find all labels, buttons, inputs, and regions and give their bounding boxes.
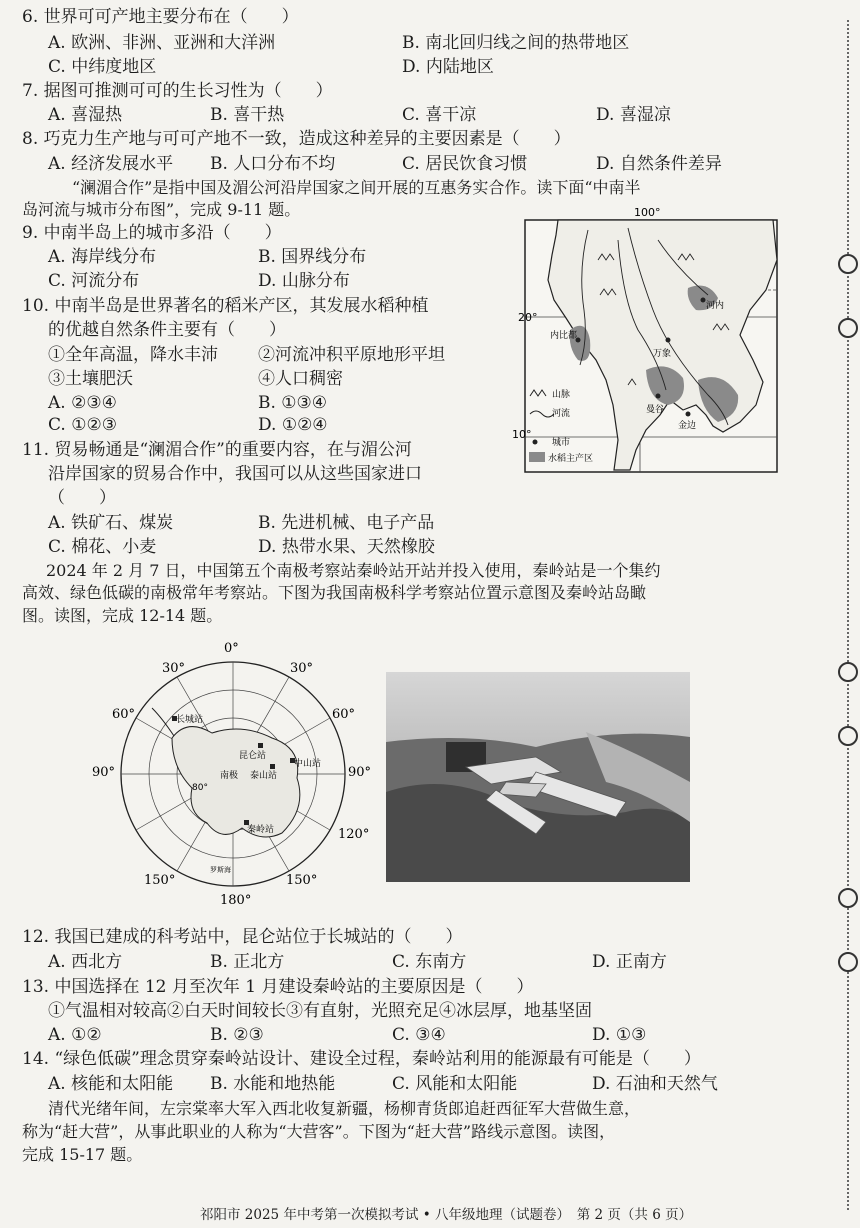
q7-option-d: D. 喜湿凉 <box>596 105 671 125</box>
q9-stem: 9. 中南半岛上的城市多沿（ ） <box>22 223 282 243</box>
map2-deg90l: 90° <box>92 765 116 780</box>
q13-option-a: A. ①② <box>48 1025 102 1045</box>
map1-lat20-label: 20° <box>518 311 538 324</box>
indochina-river-city-map <box>512 200 784 476</box>
q14-option-d: D. 石油和天然气 <box>592 1074 718 1094</box>
map2-deg80: 80° <box>192 783 208 793</box>
map1-city-jinbian: 金边 <box>678 421 697 431</box>
map2-zhongshan: 中山站 <box>294 759 322 769</box>
q7-option-b: B. 喜干热 <box>210 105 285 125</box>
q13-items: ①气温相对较高②白天时间较长③有直射，光照充足④冰层厚，地基坚固 <box>48 1001 592 1021</box>
map2-deg90r: 90° <box>348 765 372 780</box>
q13-option-d: D. ①③ <box>592 1025 647 1045</box>
q11-option-a: A. 铁矿石、煤炭 <box>48 513 174 533</box>
map1-legend-city: 城市 <box>552 438 571 448</box>
q9-option-b: B. 国界线分布 <box>258 247 367 267</box>
binding-hole <box>838 254 858 274</box>
q11-stem-line1: 11. 贸易畅通是“澜湄合作”的重要内容，在与湄公河 <box>22 440 412 460</box>
q8-option-a: A. 经济发展水平 <box>48 154 174 174</box>
q11-stem-line3: （ ） <box>48 488 116 508</box>
binding-hole <box>838 726 858 746</box>
binding-hole <box>838 318 858 338</box>
q6-option-b: B. 南北回归线之间的热带地区 <box>402 33 630 53</box>
q9-option-d: D. 山脉分布 <box>258 271 350 291</box>
q11-option-d: D. 热带水果、天然橡胶 <box>258 537 435 557</box>
q10-option-a: A. ②③④ <box>48 393 117 413</box>
map1-lon-label: 100° <box>634 206 661 219</box>
map2-changcheng: 长城站 <box>176 715 204 725</box>
q10-option-d: D. ①②④ <box>258 415 328 435</box>
intro-12-14-line1: 2024 年 2 月 7 日，中国第五个南极考察站秦岭站开站并投入使用，秦岭站是一个集约 <box>46 561 661 580</box>
q12-option-d: D. 正南方 <box>592 952 667 972</box>
map2-sea: 罗斯海 <box>210 866 231 874</box>
q10-stem-line2: 的优越自然条件主要有（ ） <box>48 320 286 340</box>
map2-pole: 南极 <box>220 771 239 781</box>
q11-stem-line2: 沿岸国家的贸易合作中，我国可以从这些国家进口 <box>48 464 422 484</box>
binding-hole <box>838 888 858 908</box>
q14-option-a: A. 核能和太阳能 <box>48 1074 174 1094</box>
map1-legend-rice: 水稻主产区 <box>548 454 594 464</box>
q13-stem: 13. 中国选择在 12 月至次年 1 月建设秦岭站的主要原因是（ ） <box>22 977 534 997</box>
q14-stem: 14. “绿色低碳”理念贯穿秦岭站设计、建设全过程，秦岭站利用的能源最有可能是（ ） <box>22 1049 701 1069</box>
map2-deg150r: 150° <box>286 873 318 888</box>
map2-qinling: 秦岭站 <box>247 825 275 835</box>
q10-option-c: C. ①②③ <box>48 415 117 435</box>
q10-item-2: ②河流冲积平原地形平坦 <box>258 345 445 365</box>
q12-option-c: C. 东南方 <box>392 952 467 972</box>
q6-option-a: A. 欧洲、非洲、亚洲和大洋洲 <box>48 33 276 53</box>
q10-item-3: ③土壤肥沃 <box>48 369 133 389</box>
binding-hole <box>838 952 858 972</box>
q12-option-b: B. 正北方 <box>210 952 285 972</box>
qinling-station-aerial-photo <box>386 672 690 882</box>
q10-option-b: B. ①③④ <box>258 393 328 413</box>
map1-city-wanxiang: 万象 <box>653 349 672 359</box>
map1-city-henei: 河内 <box>706 301 725 311</box>
q9-option-c: C. 河流分布 <box>48 271 140 291</box>
q10-stem-line1: 10. 中南半岛是世界著名的稻米产区，其发展水稻种植 <box>22 296 429 316</box>
intro-15-17-line1: 清代光绪年间，左宗棠率大军入西北收复新疆，杨柳青货郎追赶西征军大营做生意， <box>48 1099 641 1118</box>
map2-deg60r: 60° <box>332 707 356 722</box>
map2-taishan: 泰山站 <box>250 771 278 781</box>
binding-hole <box>838 662 858 682</box>
map2-deg150l: 150° <box>144 873 176 888</box>
intro-15-17-line3: 完成 15-17 题。 <box>22 1145 143 1164</box>
map1-legend-mountain: 山脉 <box>552 390 571 400</box>
q9-option-a: A. 海岸线分布 <box>48 247 157 267</box>
map2-deg30l: 30° <box>162 661 186 676</box>
intro-9-11-line1: “澜湄合作”是指中国及湄公河沿岸国家之间开展的互惠务实合作。读下面“中南半 <box>72 178 641 197</box>
q7-stem: 7. 据图可推测可可的生长习性为（ ） <box>22 81 333 101</box>
intro-12-14-line2: 高效、绿色低碳的南极常年考察站。下图为我国南极科学考察站位置示意图及秦岭站岛瞰 <box>22 583 647 602</box>
q7-option-c: C. 喜干凉 <box>402 105 477 125</box>
map1-lat10-label: 10° <box>512 428 532 441</box>
map1-legend-river: 河流 <box>552 409 571 419</box>
map2-deg60l: 60° <box>112 707 136 722</box>
page-footer: 祁阳市 2025 年中考第一次模拟考试 • 八年级地理（试题卷） 第 2 页（共 6 页） <box>200 1207 693 1223</box>
map2-kunlun: 昆仑站 <box>239 751 267 761</box>
intro-12-14-line3: 图。读图，完成 12-14 题。 <box>22 606 223 625</box>
q13-option-c: C. ③④ <box>392 1025 446 1045</box>
q10-item-4: ④人口稠密 <box>258 369 343 389</box>
q10-item-1: ①全年高温，降水丰沛 <box>48 345 218 365</box>
map1-city-neipidu: 内比都 <box>550 331 578 341</box>
antarctic-stations-map <box>92 638 382 910</box>
q13-option-b: B. ②③ <box>210 1025 264 1045</box>
q6-option-c: C. 中纬度地区 <box>48 57 157 77</box>
q11-option-b: B. 先进机械、电子产品 <box>258 513 435 533</box>
q8-option-d: D. 自然条件差异 <box>596 154 722 174</box>
q14-option-b: B. 水能和地热能 <box>210 1074 336 1094</box>
intro-9-11-line2: 岛河流与城市分布图”，完成 9-11 题。 <box>22 200 301 219</box>
q8-stem: 8. 巧克力生产地与可可产地不一致，造成这种差异的主要因素是（ ） <box>22 129 571 149</box>
map2-deg120: 120° <box>338 827 370 842</box>
map2-deg0: 0° <box>224 641 239 656</box>
map2-deg30r: 30° <box>290 661 314 676</box>
q8-option-b: B. 人口分布不均 <box>210 154 336 174</box>
q12-option-a: A. 西北方 <box>48 952 123 972</box>
q7-option-a: A. 喜湿热 <box>48 105 123 125</box>
q6-stem: 6. 世界可可产地主要分布在（ ） <box>22 7 299 27</box>
binding-margin <box>836 0 860 1228</box>
q8-option-c: C. 居民饮食习惯 <box>402 154 528 174</box>
q12-stem: 12. 我国已建成的科考站中，昆仑站位于长城站的（ ） <box>22 927 463 947</box>
intro-15-17-line2: 称为“赶大营”，从事此职业的人称为“大营客”。下图为“赶大营”路线示意图。读图， <box>22 1122 616 1141</box>
map1-city-mangu: 曼谷 <box>646 405 665 415</box>
q11-option-c: C. 棉花、小麦 <box>48 537 157 557</box>
q6-option-d: D. 内陆地区 <box>402 57 494 77</box>
map2-deg180: 180° <box>220 893 252 908</box>
q14-option-c: C. 风能和太阳能 <box>392 1074 518 1094</box>
